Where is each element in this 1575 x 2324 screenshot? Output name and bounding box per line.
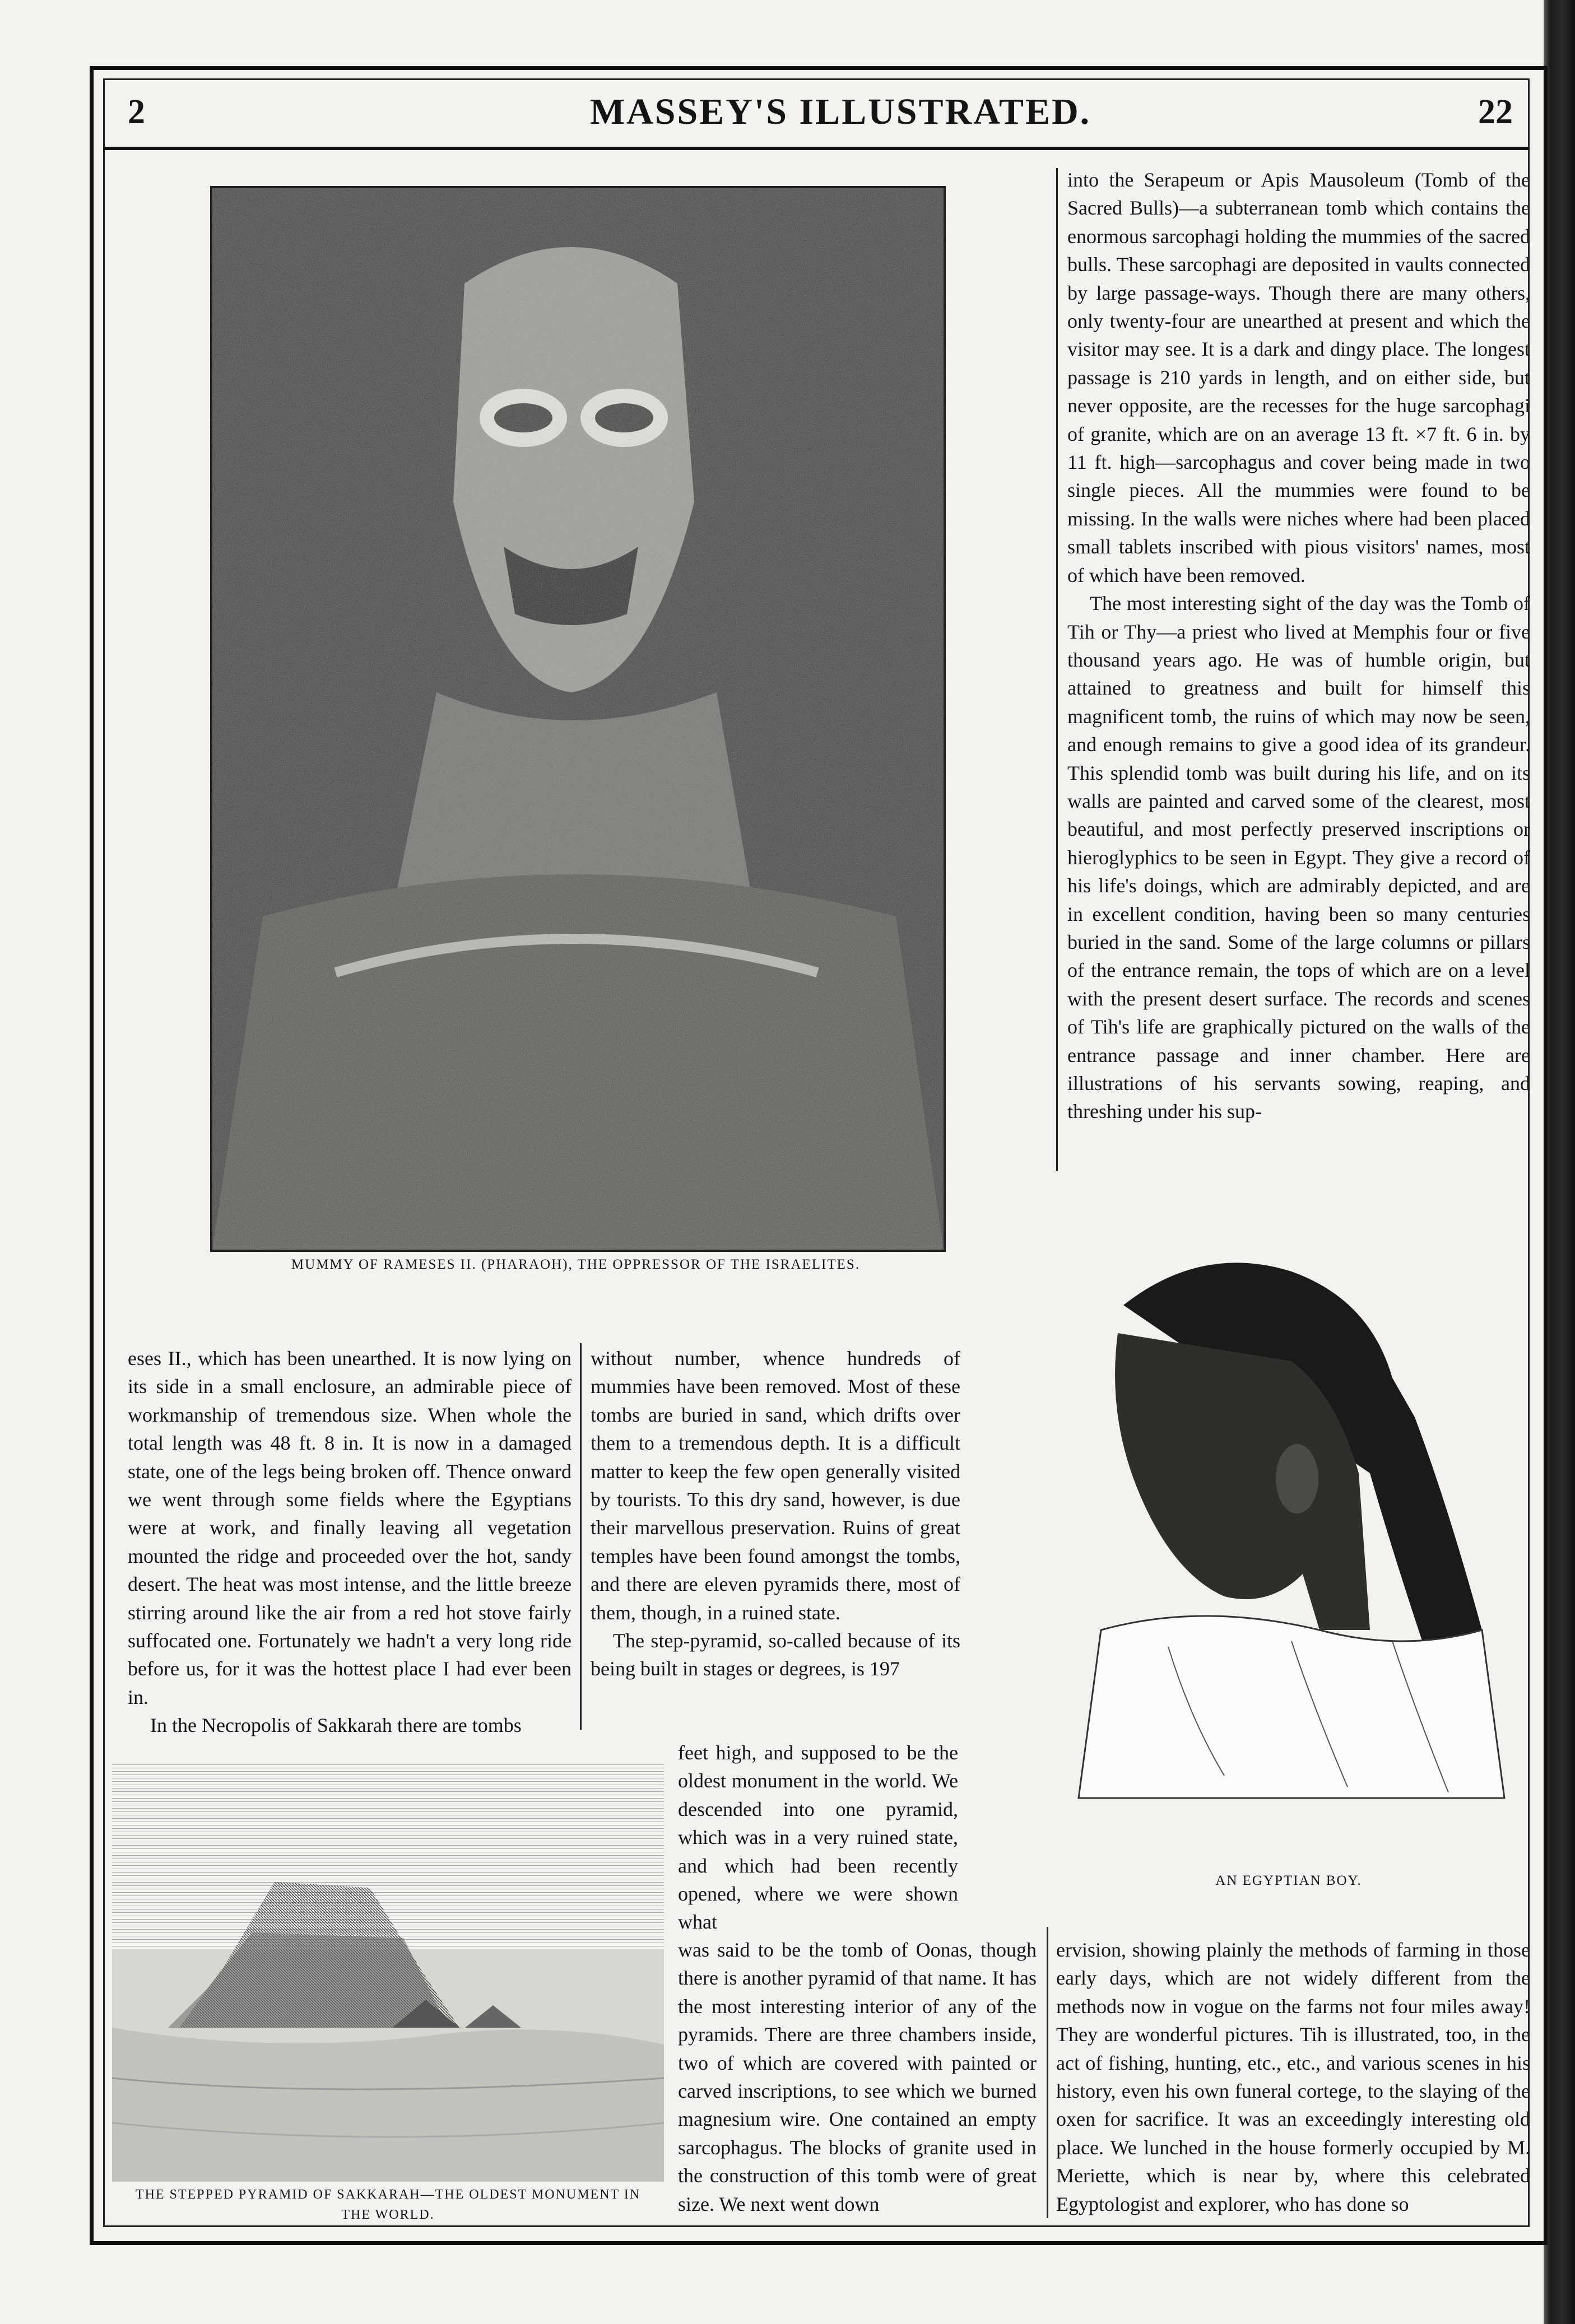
mummy-caption: MUMMY OF RAMESES II. (PHARAOH), THE OPPRESSOR OF THE ISRAELITES. [291, 1257, 861, 1272]
paragraph: without number, whence hundreds of mummies have been removed. Most of these tombs are buried in sand, which drifts over them to a tremendous depth. It is a difficult matter to keep the few open generally visited by tourists. To this dry sand, however, is due their marvellous preservation. Ruins of great temples have been found amongst the tombs, and there are eleven pyramids there, most of them, though, in a ruined state. [591, 1347, 960, 1624]
header-rule [103, 147, 1530, 150]
paragraph: eses II., which has been unearthed. It is now lying on its side in a small enclosure, an admirable piece of workmanship of tremendous size. When whole the total length was 48 ft. 8 in. It is now in a damaged state, one of the legs being broken off. Thence onward we went through some fields where the Egyptians were at work, and finally leaving all vegetation mounted the ridge and proceeded over the hot, sandy desert. The heat was most intense, and the little breeze stirring around like the air from a red hot stove fairly suffocated one. Fortunately we hadn't a very long ride before us, for it was the hottest place I had ever been in. [128, 1347, 572, 1708]
column-rule [580, 1343, 582, 1730]
paragraph: ervision, showing plainly the methods of farming in those early days, which are not widely different from the methods now in vogue on the farms not four miles away! They are wonderful pictures. Tih is illustrated, too, in the act of fishing, hunting, etc., etc., and various scenes in his history, even his own funeral cortege, to the slaying of the oxen for sacrifice. It was an exceedingly interesting old place. We lunched in the house formerly occupied by M. Meriette, which is near by, where this celebrated Egyptologist and explorer, who has done so [1056, 1939, 1530, 2215]
paragraph: The most interesting sight of the day was the Tomb of Tih or Thy—a priest who lived at Memphis four or five thousand years ago. He was of humble origin, but attained to greatness and built for himself this magnificent tomb, the ruins of which may now be seen, and enough remains to give a good idea of its grandeur. This splendid tomb was built during his life, and on its walls are painted and carved some of the clearest, most beautiful, and most perfectly preserved inscriptions or hieroglyphics to be seen in Egypt. They give a record of his life's doings, which are admirably depicted, and are in excellent condition, having been so many centuries buried in the sand. Some of the large columns or pillars of the entrance remain, the tops of which are on a level with the present desert surface. The records and scenes of Tih's life are graphically pictured on the walls of the entrance passage and inner chamber. Here are illustrations of his servants sowing, reaping, and threshing under his sup- [1067, 592, 1530, 1123]
middle-column-bottom [678, 1936, 1037, 2218]
mummy-illustration [210, 186, 946, 1252]
paragraph: into the Serapeum or Apis Mausoleum (Tomb of the Sacred Bulls)—a subterranean tomb which contains the enormous sarcophagi holding the mummies of the sacred bulls. These sarcophagi are deposited in vaults connected by large passage-ways. Though there are many others, only twenty-four are unearthed at present and which the visitor may see. It is a dark and dingy place. The longest passage is 210 yards in length, and on either side, but never opposite, are the recesses for the huge sarcophagi of granite, which are on an average 13 ft. ×7 ft. 6 in. by 11 ft. high—sarcophagus and cover being made in two single pieces. All the mummies were found to be missing. In the walls were niches where had been placed small tablets inscribed with pious visitors' names, most of which have been removed. [1067, 169, 1530, 586]
masthead-title: MASSEY'S ILLUSTRATED. [589, 91, 1091, 132]
left-column-middle [128, 1344, 572, 1740]
stepped-pyramid-illustration [112, 1764, 664, 2182]
right-column-top [1067, 166, 1530, 1126]
egyptian-boy-illustration [1056, 1238, 1521, 1851]
paragraph: was said to be the tomb of Oonas, though there is another pyramid of that name. It has the most interesting interior of any of the pyramids. There are three chambers inside, two of which are covered with painted or carved inscriptions, to see which we burned magnesium wire. One contained an empty sarcophagus. The blocks of granite used in the construction of this tomb were of great size. We next went down [678, 1939, 1037, 2215]
pyramid-caption: THE STEPPED PYRAMID OF SAKKARAH—THE OLDEST MONUMENT IN THE WORLD. [135, 2187, 641, 2222]
column-rule [1056, 168, 1058, 1171]
page-edge-shadow [1544, 0, 1575, 2324]
page-number-left: 2 [128, 93, 145, 131]
right-column-bottom [1056, 1936, 1530, 2218]
paragraph: The step-pyramid, so-called because of its being built in stages or degrees, is 197 [591, 1629, 960, 1680]
page-number-right: 22 [1478, 93, 1513, 131]
column-rule [1047, 1927, 1048, 2218]
paragraph: feet high, and supposed to be the oldest monument in the world. We descended into one pyramid, which was in a very ruined state, and which had been recently opened, where we were shown what [678, 1741, 958, 1934]
paragraph: In the Necropolis of Sakkarah there are tombs [150, 1714, 522, 1737]
middle-column-top [591, 1344, 960, 1683]
middle-column-narrow [678, 1739, 958, 1936]
boy-caption: AN EGYPTIAN BOY. [1215, 1873, 1362, 1888]
